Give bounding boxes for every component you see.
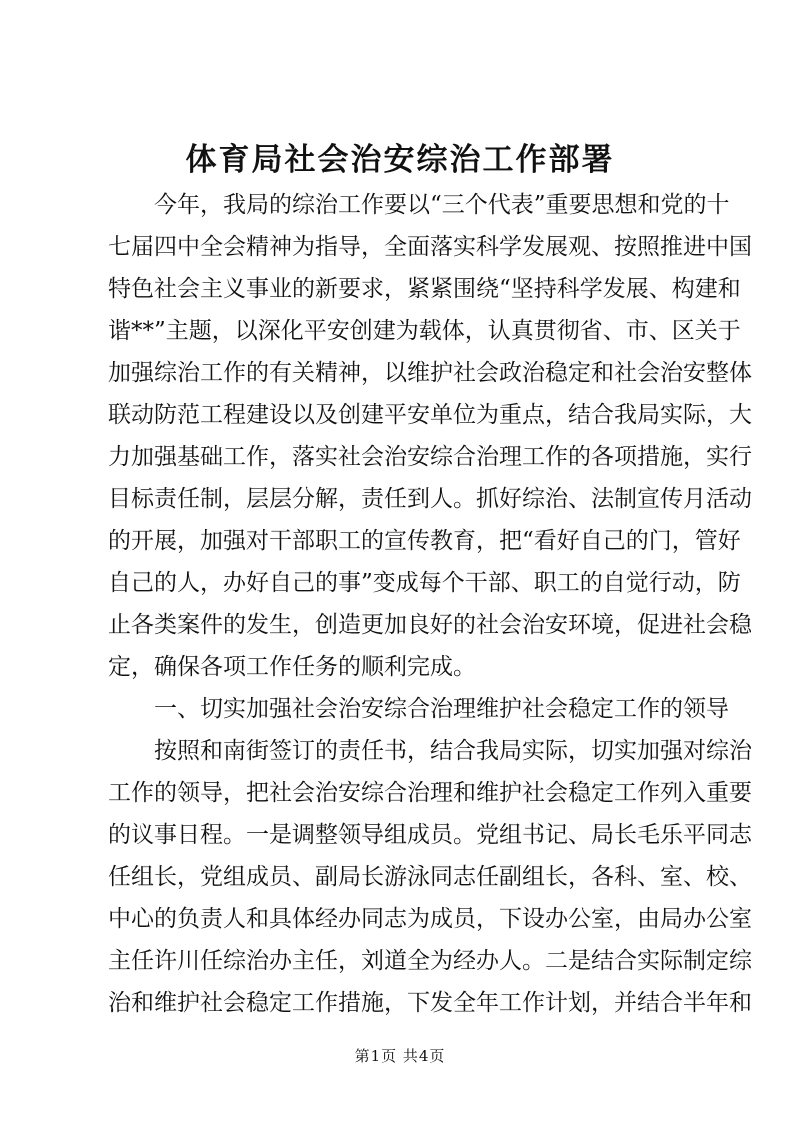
paragraph-line: 任组长，党组成员、副局长游泳同志任副组长，各科、室、校、 <box>108 864 752 890</box>
paragraph-line: 目标责任制，层层分解，责任到人。抓好综治、法制宣传月活动 <box>108 486 752 512</box>
paragraph-line: 按照和南街签订的责任书，结合我局实际，切实加强对综治 <box>154 738 752 764</box>
document-title: 体育局社会治安综治工作部署 <box>185 142 615 178</box>
paragraph-line: 特色社会主义事业的新要求，紧紧围绕“坚持科学发展、构建和 <box>108 276 741 302</box>
paragraph-line: 七届四中全会精神为指导，全面落实科学发展观、按照推进中国 <box>108 234 752 260</box>
paragraph-line: 治和维护社会稳定工作措施，下发全年工作计划，并结合半年和 <box>108 990 752 1016</box>
paragraph-line: 加强综治工作的有关精神，以维护社会政治稳定和社会治安整体 <box>108 360 752 386</box>
paragraph-line: 联动防范工程建设以及创建平安单位为重点，结合我局实际，大 <box>108 402 752 428</box>
paragraph-line: 力加强基础工作，落实社会治安综合治理工作的各项措施，实行 <box>108 444 752 470</box>
paragraph-line: 止各类案件的发生，创造更加良好的社会治安环境，促进社会稳 <box>108 612 752 638</box>
paragraph-line: 今年，我局的综治工作要以“三个代表”重要思想和党的十 <box>154 192 730 218</box>
paragraph-line: 自己的人，办好自己的事”变成每个干部、职工的自觉行动，防 <box>108 570 741 596</box>
paragraph-line: 的开展，加强对干部职工的宣传教育，把“看好自己的门，管好 <box>108 528 741 554</box>
section-heading: 一、切实加强社会治安综合治理维护社会稳定工作的领导 <box>154 696 729 722</box>
paragraph-line: 主任许川任综治办主任，刘道全为经办人。二是结合实际制定综 <box>108 948 752 974</box>
paragraph-line: 中心的负责人和具体经办同志为成员，下设办公室，由局办公室 <box>108 906 752 932</box>
paragraph-line: 定，确保各项工作任务的顺利完成。 <box>108 654 476 680</box>
page-footer: 第1页 共4页 <box>354 1047 446 1065</box>
paragraph-line: 谐**”主题，以深化平安创建为载体，认真贯彻省、市、区关于 <box>108 318 741 344</box>
paragraph-line: 的议事日程。一是调整领导组成员。党组书记、局长毛乐平同志 <box>108 822 752 848</box>
paragraph-line: 工作的领导，把社会治安综合治理和维护社会稳定工作列入重要 <box>108 780 752 806</box>
